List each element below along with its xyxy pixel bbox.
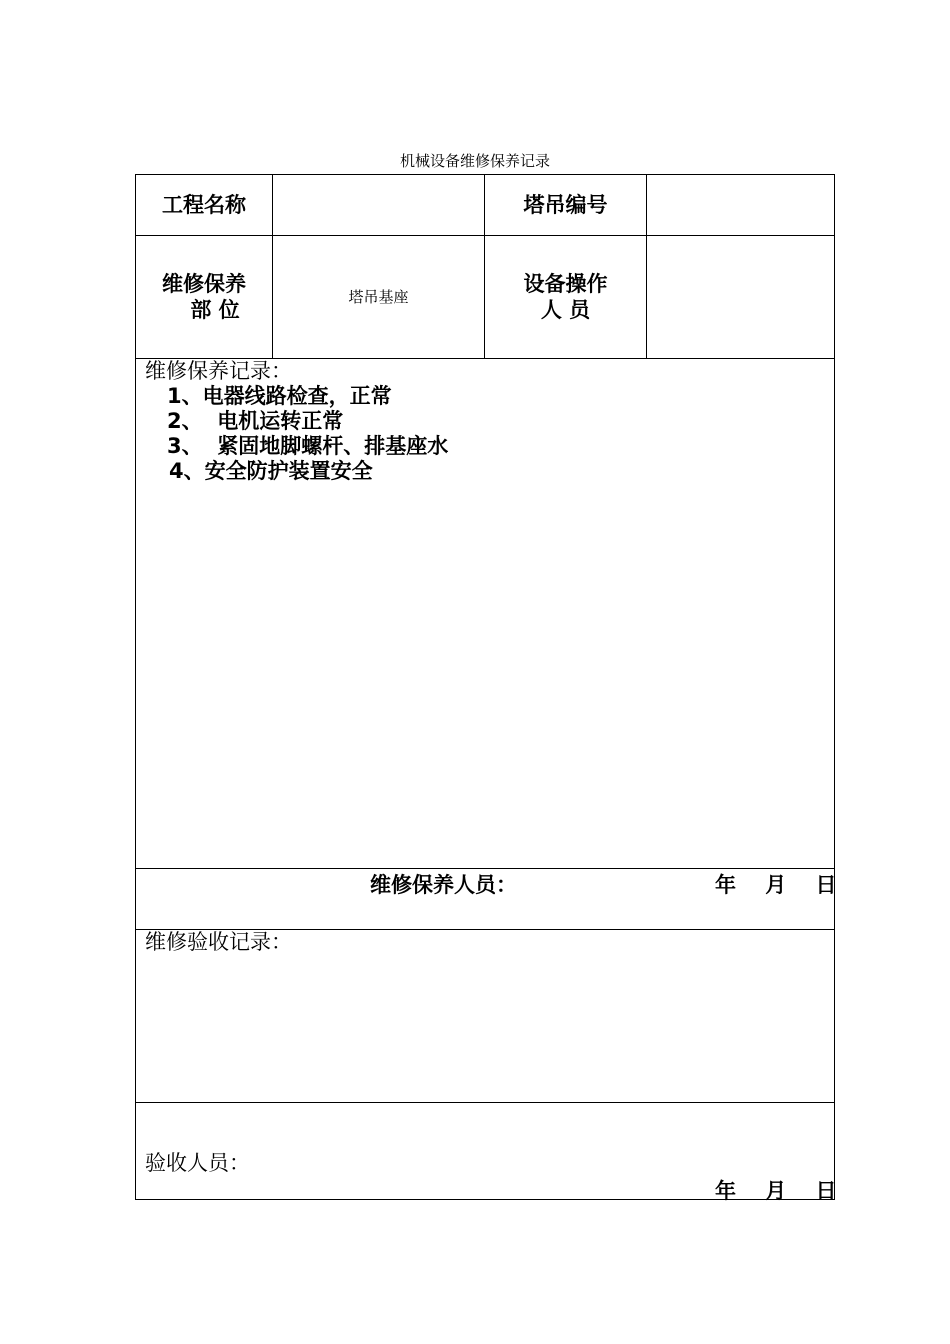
maintenance-part-label — [136, 236, 272, 358]
acceptance-date[interactable]: 年 月 日 — [715, 1179, 837, 1203]
maintenance-item-4: 4、安全防护装置安全 — [169, 459, 373, 483]
maintenance-part-label-line1: 维修保养 — [162, 272, 246, 296]
acceptance-record-heading: 维修验收记录： — [145, 930, 292, 954]
table-divider-acceptance — [135, 1102, 835, 1103]
project-name-value[interactable] — [273, 175, 484, 235]
operator-value[interactable] — [647, 236, 834, 358]
crane-number-label: 塔吊编号 — [523, 193, 608, 217]
operator-label — [485, 236, 646, 358]
maintenance-part-label-line2: 部 位 — [190, 298, 240, 322]
maintenance-item-2: 2、 电机运转正常 — [167, 409, 344, 433]
acceptance-record[interactable] — [145, 930, 825, 955]
project-name-label: 工程名称 — [162, 193, 246, 217]
maintenance-part-value[interactable]: 塔吊基座 — [348, 288, 409, 306]
maintenance-person-label: 维修保养人员： — [370, 873, 517, 897]
operator-label-line2: 人 员 — [540, 298, 591, 322]
maintenance-item-3: 3、 紧固地脚螺杆、排基座水 — [167, 434, 449, 458]
maintenance-item-1: 1、电器线路检查，正常 — [167, 384, 392, 408]
form-title: 机械设备维修保养记录 — [399, 152, 550, 170]
maintenance-date[interactable]: 年 月 日 — [715, 873, 837, 897]
operator-label-line1: 设备操作 — [523, 272, 608, 296]
acceptance-person-label: 验收人员： — [145, 1151, 250, 1175]
table-border-right — [834, 174, 835, 1200]
maintenance-record-heading: 维修保养记录： — [145, 359, 292, 383]
maintenance-record[interactable] — [145, 359, 825, 484]
crane-number-value[interactable] — [647, 175, 834, 235]
